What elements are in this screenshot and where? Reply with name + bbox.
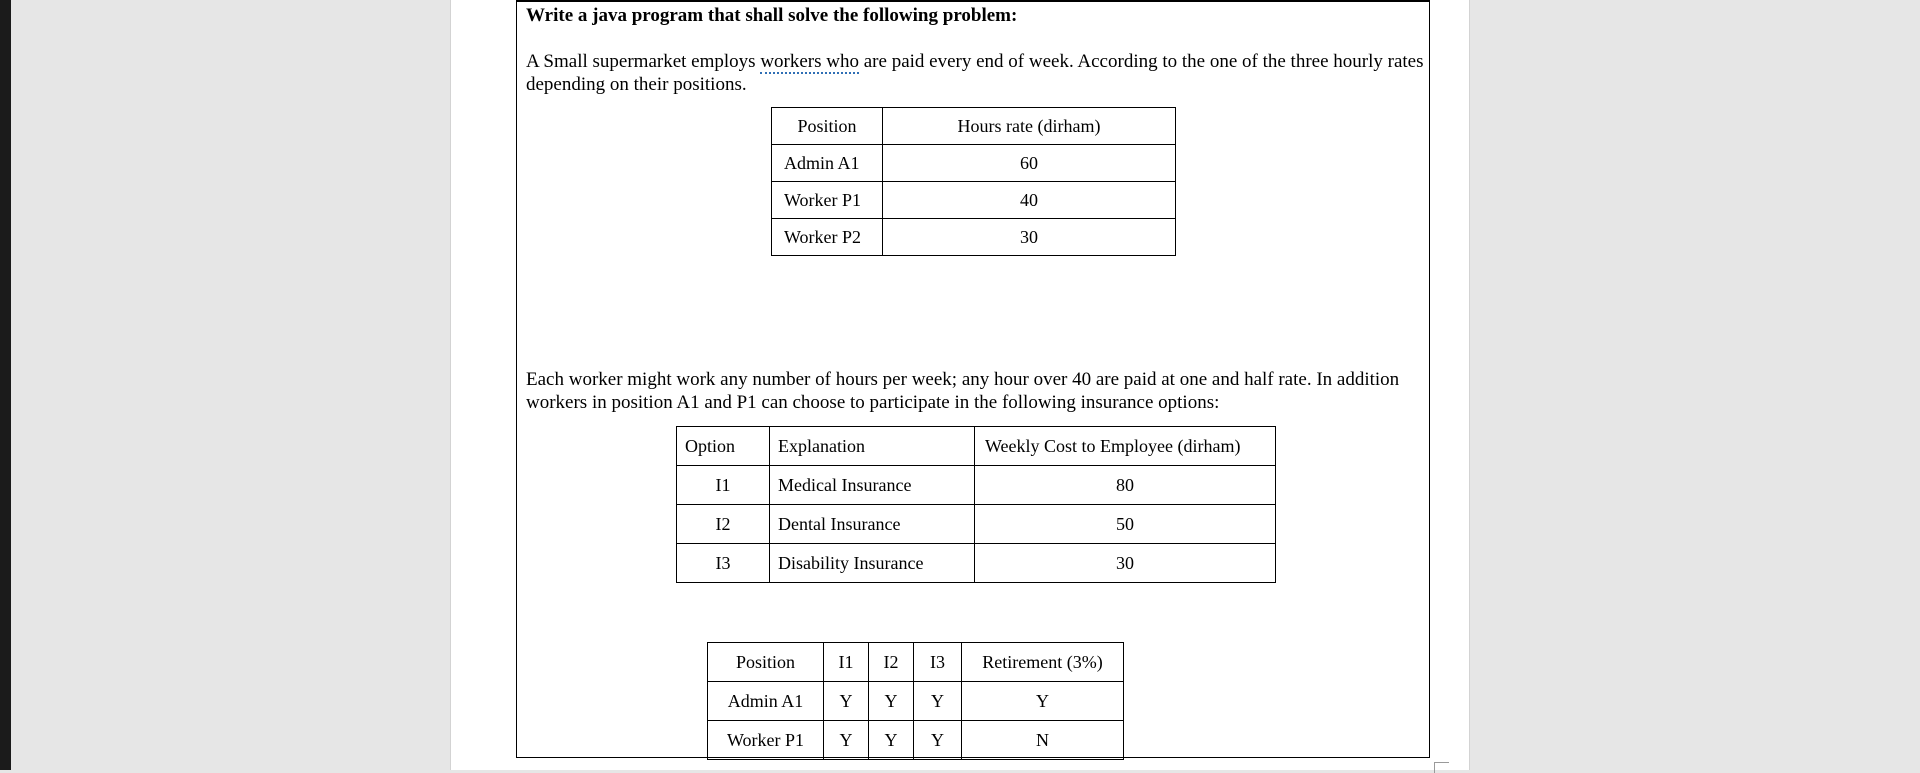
cell-explanation: Dental Insurance	[770, 505, 975, 544]
hourly-rates-table	[771, 107, 1176, 256]
cell-retirement: N	[962, 721, 1124, 760]
cell-position: Admin A1	[772, 145, 883, 182]
table-row	[677, 505, 1276, 544]
cell-i1: Y	[824, 682, 869, 721]
cell-explanation: Disability Insurance	[770, 544, 975, 583]
cell-cost: 30	[975, 544, 1276, 583]
header-option: Option	[677, 427, 770, 466]
cell-position: Worker P1	[772, 182, 883, 219]
header-position: Position	[708, 643, 824, 682]
table-header-row	[677, 427, 1276, 466]
table-header-row	[772, 108, 1176, 145]
table-row	[708, 682, 1124, 721]
cell-position: Admin A1	[708, 682, 824, 721]
page-corner-mark	[1434, 762, 1449, 773]
grammar-flagged-text[interactable]: workers who	[760, 51, 859, 72]
header-position: Position	[772, 108, 883, 145]
cell-explanation: Medical Insurance	[770, 466, 975, 505]
eligibility-table	[707, 642, 1124, 760]
table-row	[772, 145, 1176, 182]
cell-i3: Y	[914, 682, 962, 721]
table-row	[772, 182, 1176, 219]
table-row	[677, 544, 1276, 583]
cell-rate: 40	[883, 182, 1176, 219]
insurance-paragraph: Each worker might work any number of hours per week; any hour over 40 are paid at one and half rate. In addition workers in position A1 and P1 can choose to participate in the following insurance options:	[526, 369, 1400, 413]
table-row	[772, 219, 1176, 256]
cell-position: Worker P2	[772, 219, 883, 256]
cell-option: I3	[677, 544, 770, 583]
table-header-row	[708, 643, 1124, 682]
table-row	[677, 466, 1276, 505]
cell-retirement: Y	[962, 682, 1124, 721]
header-weekly-cost: Weekly Cost to Employee (dirham)	[975, 427, 1276, 466]
table-row	[708, 721, 1124, 760]
cell-option: I1	[677, 466, 770, 505]
intro-text-end: are paid every end of week. According to the one of the three hourly rates depending on their positions.	[526, 51, 1424, 95]
cell-cost: 80	[975, 466, 1276, 505]
cell-position: Worker P1	[708, 721, 824, 760]
window-edge	[0, 0, 11, 770]
cell-option: I2	[677, 505, 770, 544]
header-i3: I3	[914, 643, 962, 682]
header-retirement: Retirement (3%)	[962, 643, 1124, 682]
header-i2: I2	[869, 643, 914, 682]
intro-paragraph	[526, 50, 1426, 96]
cell-cost: 50	[975, 505, 1276, 544]
cell-rate: 30	[883, 219, 1176, 256]
intro-text-start: A Small supermarket employs	[526, 51, 761, 72]
content-border-top	[516, 0, 1430, 2]
header-explanation: Explanation	[770, 427, 975, 466]
header-i1: I1	[824, 643, 869, 682]
cell-i3: Y	[914, 721, 962, 760]
cell-i2: Y	[869, 682, 914, 721]
problem-heading: Write a java program that shall solve the following problem:	[526, 5, 1018, 26]
cell-i1: Y	[824, 721, 869, 760]
insurance-options-table	[676, 426, 1276, 583]
cell-rate: 60	[883, 145, 1176, 182]
header-hours-rate: Hours rate (dirham)	[883, 108, 1176, 145]
cell-i2: Y	[869, 721, 914, 760]
